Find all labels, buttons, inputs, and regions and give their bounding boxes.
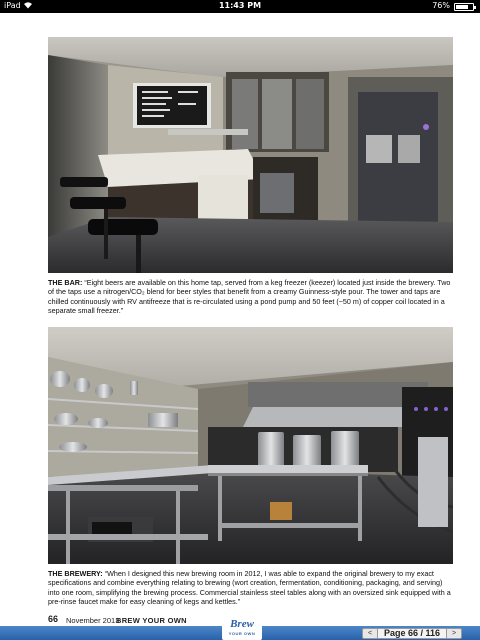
status-bar — [0, 0, 480, 13]
brewery-photo-illustration — [48, 327, 453, 564]
page-number: 66 — [48, 614, 59, 624]
previous-page-button[interactable]: < — [362, 628, 378, 639]
brewery-caption-text: “When I designed this new brewing room in 2012, I was able to expand the original brewery to my exact specifications and combine everything relating to brewing (wort creation, fermentation, conditioning, packaging, and serving) into one room, simplifying the brewing process. Commercial stainless steel tables along with an oversized sink equipped with a pre-rinse faucet make for easy cleaning of kegs and kettles.” — [48, 569, 451, 607]
magazine-name: BREW YOUR OWN — [116, 616, 187, 625]
battery-percentage: 76% — [432, 1, 450, 10]
battery-icon — [454, 3, 474, 11]
battery-fill — [456, 5, 468, 9]
bar-caption-text: “Eight beers are available on this home tap, served from a keg freezer (keezer) located just inside the brewery. Two of the taps use a nitrogen/CO₂ blend for beer styles that benefit from a creamy Guinness-style pour. The tower and taps are chilled continuously with RV antifreeze that is re-circulated using a pond pump and 50 feet (~50 m) of copper coil located in a separate small freezer.” — [48, 278, 451, 316]
device-label: iPad — [4, 1, 21, 10]
bar-caption-lead: THE BAR: — [48, 278, 83, 287]
clock: 11:43 PM — [218, 1, 262, 10]
next-page-button[interactable]: > — [446, 628, 462, 639]
bar-photo — [48, 37, 453, 273]
brewery-caption-lead: THE BREWERY: — [48, 569, 103, 578]
brewery-caption — [48, 569, 453, 607]
page-indicator[interactable]: Page 66 / 116 — [378, 628, 446, 639]
logo-text: Brew — [230, 618, 254, 630]
brewery-photo — [48, 327, 453, 564]
bar-photo-illustration — [48, 37, 453, 273]
brew-logo[interactable] — [222, 616, 262, 640]
issue-date: November 2013 — [66, 616, 120, 625]
logo-subtext: YOUR OWN — [228, 631, 256, 636]
page-navigator — [362, 627, 462, 639]
bar-caption — [48, 278, 453, 316]
